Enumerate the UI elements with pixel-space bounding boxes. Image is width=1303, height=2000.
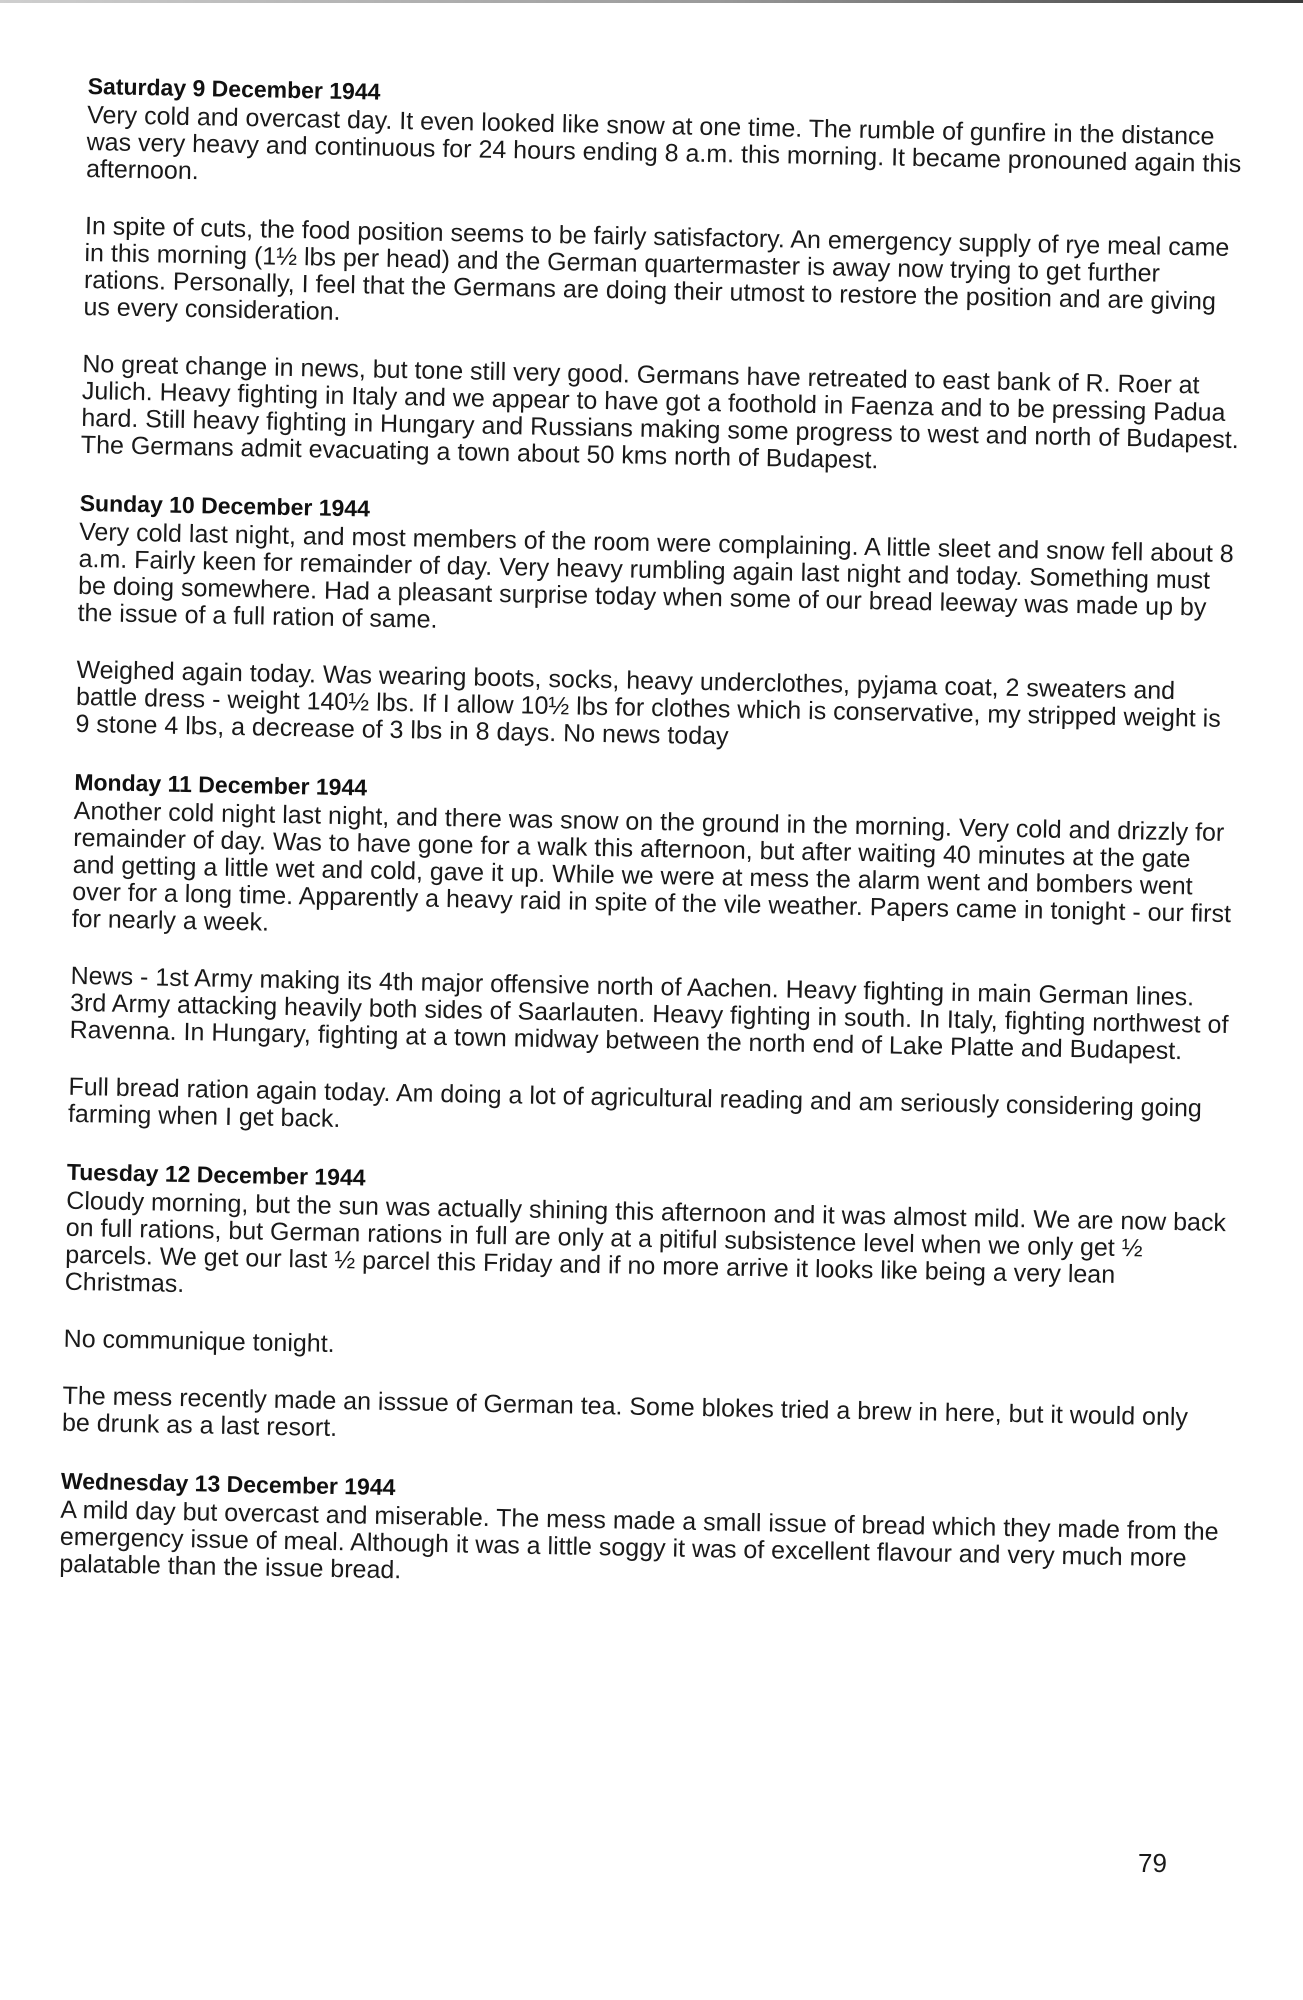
entry-paragraph: Cloudy morning, but the sun was actually shining this afternoon and it was almost mild. We are now back on full rations, but German rations in full are only at a pitiful subsistence level when we only get ½ parcels. We get our last ½ parcel this Friday and if no more arrive it looks like being a very lean Christmas.	[64, 1186, 1227, 1299]
entry-paragraph: Very cold last night, and most members of the room were complaining. A little sleet and snow fell about 8 a.m. Fairly keen for remainder of day. Very heavy rumbling again last night and today. Something must be doing somewhere. Had a pleasant surprise today when some of our bread leeway was made up by the issue of a full ration of same.	[77, 517, 1235, 634]
diary-entry-tuesday-12-december	[62, 1158, 1227, 1459]
entry-paragraph: Weighed again today. Was wearing boots, socks, heavy underclothes, pyjama coat, 2 sweaters and battle dress - weight 140½ lbs. If I allow 10½ lbs for clothes which is conservative, my stripped weight is 9 stone 4 lbs, a decrease of 3 lbs in 8 days. No news today	[75, 655, 1222, 751]
entry-paragraph: Another cold night last night, and there was snow on the ground in the morning. Very cold and drizzly for remainder of day. Was to have gone for a walk this afternoon, but after waiting 40 minutes at the gate and getting a little wet and cold, gave it up. While we were at mess the alarm went and bombers went over for a long time. Apparently a heavy raid in spite of the vile weather. Papers came in tonight - our first for nearly a week.	[71, 796, 1232, 937]
entry-paragraph: In spite of cuts, the food position seems to be fairly satisfactory. An emergency supply of rye meal came in this morning (1½ lbs per head) and the German quartermaster is away now trying to get further rations. Personally, I feel that the Germans are doing their utmost to restore the position and are giving us every consideration.	[83, 211, 1230, 326]
diary-entry-sunday-10-december	[75, 489, 1240, 760]
entry-date-heading: Saturday 9 December 1944	[87, 72, 381, 105]
top-rule	[0, 0, 1303, 3]
entry-date-heading: Wednesday 13 December 1944	[60, 1467, 396, 1501]
entry-paragraph: News - 1st Army making its 4th major offensive north of Aachen. Heavy fighting in main German lines. 3rd Army attacking heavily both sides of Saarlauten. Heavy fighting in south. In Italy, fighting northwest of Ravenna. In Hungary, fighting at a town midway between the north end of Lake Platte and Budapest.	[69, 961, 1229, 1066]
page-number: 79	[1138, 1848, 1167, 1878]
entry-paragraph: Very cold and overcast day. It even looked like snow at one time. The rumble of gunfire in the distance was very heavy and continuous for 24 hours ending 8 a.m. this morning. It became pronouned again this afternoon.	[85, 100, 1242, 186]
entry-date-heading: Sunday 10 December 1944	[79, 489, 371, 522]
entry-date-heading: Tuesday 12 December 1944	[66, 1158, 366, 1191]
diary-page	[59, 72, 1248, 1630]
entry-paragraph: No communique tonight.	[63, 1324, 335, 1358]
diary-entry-wednesday-13-december	[59, 1467, 1221, 1600]
entry-paragraph: Full bread ration again today. Am doing a lot of agricultural reading and am seriously considering going farming when I get back.	[67, 1072, 1203, 1134]
entry-paragraph: No great change in news, but tone still very good. Germans have retreated to east bank of R. Roer at Julich. Heavy fighting in Italy and we appear to have got a foothold in Faenza and to be pressing Padua hard. Still heavy fighting in Hungary and Russians making some progress to west and north of Budapest. The Germans admit evacuating a town about 50 kms north of Budapest.	[80, 349, 1240, 475]
entry-paragraph: A mild day but overcast and miserable. The mess made a small issue of bread which they made from the emergency issue of meal. Although it was a little soggy it was of excellent flavour and very much more palatable than the issue bread.	[59, 1495, 1219, 1585]
diary-entry-monday-11-december	[68, 768, 1235, 1150]
entry-date-heading: Monday 11 December 1944	[74, 768, 368, 801]
entry-paragraph: The mess recently made an isssue of German tea. Some blokes tried a brew in here, but it would only be drunk as a last resort.	[61, 1381, 1189, 1443]
diary-entry-saturday-9-december	[81, 72, 1248, 481]
